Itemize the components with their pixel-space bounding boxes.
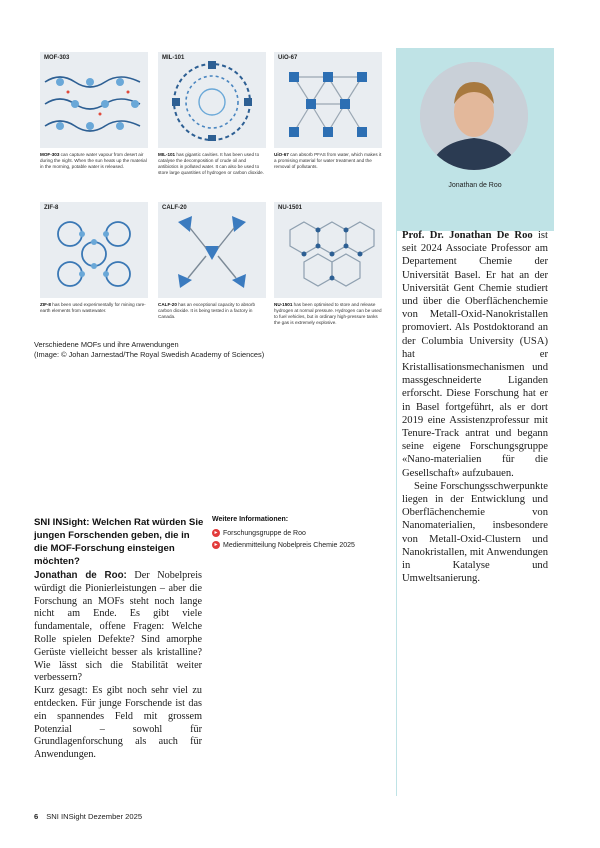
mof-caption: MIL-101 has gigantic cavities. It has been used to catalyse the decomposition of crude oil and antibiotics in polluted water. It can also be used to store large quantities of hydrogen or carbon dioxide. — [158, 152, 264, 175]
mof-illustration — [274, 202, 382, 298]
mof-caption: NU-1501 has been optimised to store and release hydrogen at normal pressure. Hydrogen can be used to fuel vehicles, but in ordinary high-pressure tanks the gas is extremely explosive. — [274, 302, 382, 325]
link-press-release[interactable]: ▸ Medienmitteilung Nobelpreis Chemie 2025 — [212, 539, 392, 551]
bio-text: Prof. Dr. Jonathan De Roo ist seit 2024 Associate Professor am Departement Chemie der Universität Basel. Er hat an der Universität Gent Chemie studiert und über die Oberflächenchemie von Metall-Oxid-Nanokristallen promoviert. Als Postdoktorand an der Columbia University (USA) hat er Kristallisationsmechanismen und massgeschneiderte Liganden erforscht. Diese Forschung hat er in Basel fortgeführt, als er dort 2019 eine Assistenzprofessur mit Tenure-Track antrat und begann seine eigene Forschungsgruppe «Nano-materialien für die Gesellschaft» aufzubauen. Seine Forschungsschwerpunkte liegen in der Entwicklung und Oberflächenchemie von Nanomaterialien, insbesondere von Metall-Oxid-Clustern und Nanokristallen, mit Anwendungen in Katalyse und Umweltsanierung. — [402, 230, 548, 585]
mof-label: CALF-20 — [162, 205, 187, 211]
mof-illustration — [40, 202, 148, 298]
page-footer — [34, 812, 142, 821]
mof-card-nu1501 — [274, 202, 382, 326]
mof-caption: MOF-303 can capture water vapour from desert air during the night. When the sun heats up the material in the morning, potable water is released. — [40, 152, 147, 169]
mof-label: NU-1501 — [278, 205, 303, 211]
page-number: 6 — [34, 812, 39, 821]
figure-caption: Verschiedene MOFs und ihre Anwendungen (Image: © Johan Jarnestad/The Royal Swedish Academy of Sciences) — [34, 340, 265, 359]
mof-card-calf20 — [158, 202, 266, 320]
portrait-caption: Jonathan de Roo — [448, 182, 502, 189]
mof-card-zif8 — [40, 202, 148, 314]
mof-label: ZIF-8 — [44, 205, 59, 211]
mof-label: UiO-67 — [278, 55, 298, 61]
link-research-group[interactable]: ▸ Forschungsgruppe de Roo — [212, 527, 392, 539]
portrait-photo — [420, 62, 528, 170]
arrow-right-icon: ▸ — [212, 541, 220, 549]
mof-card-mil101 — [158, 52, 266, 176]
publication-name: SNI INSight Dezember 2025 — [46, 812, 143, 821]
mof-illustration — [274, 52, 382, 148]
mof-caption: ZIF-8 has been used experimentally for mining rare-earth elements from wastewater. — [40, 302, 146, 313]
mof-caption: UiO-67 can absorb PFAS from water, which makes it a promising material for water treatment and the removal of pollutants. — [274, 152, 382, 169]
bio-name: Prof. Dr. Jonathan De Roo — [402, 230, 533, 241]
speaker-name: Jonathan de Roo: — [34, 570, 127, 581]
mof-caption: CALF-20 has an exceptional capacity to absorb carbon dioxide. It is being tested in a factory in Canada. — [158, 302, 256, 319]
interview-question: SNI INSight: Welchen Rat würden Sie jungen Forschenden geben, die in die MOF-Forschung einsteigen möchten? — [34, 517, 204, 567]
mof-card-mof303 — [40, 52, 148, 170]
mof-label: MIL-101 — [162, 55, 185, 61]
mof-illustration — [40, 52, 148, 148]
mof-illustration — [158, 202, 266, 298]
arrow-right-icon: ▸ — [212, 529, 220, 537]
interview-answer: Jonathan de Roo: Der Nobelpreis würdigt die Pionierleistungen – aber die Forschung an MOFs steht noch lange nicht am Ende. Es gibt viele fundamentale, offene Fragen: Welche Rolle spielen Defekte? Sind amorphe Gerüste vielleicht besser als kristalline? Wie lässt sich die Stabilität weiter verbessern? Kurz gesagt: Es gibt noch sehr viel zu entdecken. Für junge Forschende ist das ein spannendes Feld mit grossem Potenzial – sowohl für Grundlagenforschung als auch für Anwendungen. — [34, 570, 202, 761]
mof-card-uio67 — [274, 52, 382, 170]
more-info-title: Weitere Informationen: — [212, 516, 289, 523]
more-info-box — [212, 516, 392, 551]
mof-label: MOF-303 — [44, 55, 70, 61]
mof-illustration — [158, 52, 266, 148]
sidebar-divider — [396, 231, 397, 796]
